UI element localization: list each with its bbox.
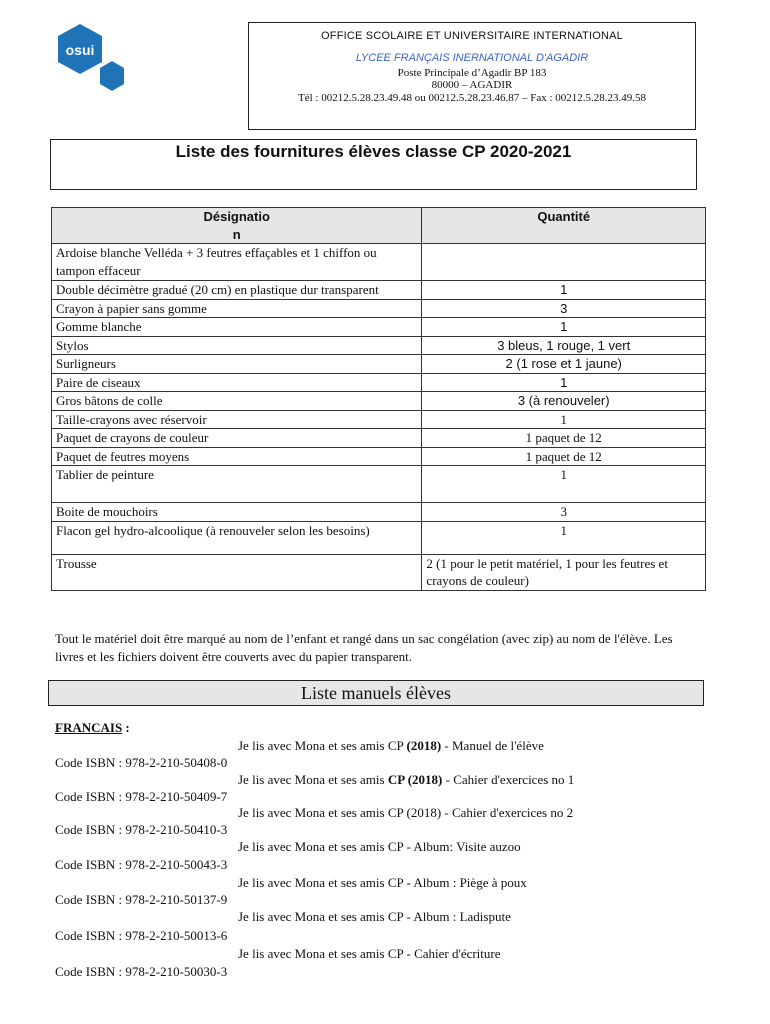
header-line-phone: Tél : 00212.5.28.23.49.48 ou 00212.5.28.23.46.87 – Fax : 00212.5.28.23.49.58 bbox=[297, 92, 647, 104]
quantity-cell: 1 paquet de 12 bbox=[422, 429, 706, 448]
table-row bbox=[52, 447, 706, 466]
header-line-office: OFFICE SCOLAIRE ET UNIVERSITAIRE INTERNATIONAL bbox=[321, 30, 623, 42]
book-isbn: Code ISBN : 978-2-210-50043-3 bbox=[55, 857, 228, 872]
header-line-city: 80000 – AGADIR bbox=[431, 79, 513, 91]
quantity-cell: 3 (à renouveler) bbox=[422, 392, 706, 411]
table-row bbox=[52, 429, 706, 448]
manuals-title: Liste manuels élèves bbox=[48, 680, 704, 706]
quantity-cell: 1 bbox=[422, 318, 706, 337]
designation-cell: Paquet de feutres moyens bbox=[52, 447, 422, 466]
quantity-cell: 1 bbox=[422, 410, 706, 429]
designation-cell: Paire de ciseaux bbox=[52, 373, 422, 392]
osui-logo-icon bbox=[50, 22, 130, 102]
designation-cell: Taille-crayons avec réservoir bbox=[52, 410, 422, 429]
designation-cell: Trousse bbox=[52, 554, 422, 590]
supplies-note: Tout le matériel doit être marqué au nom de l’enfant et rangé dans un sac congélation (avec zip) au nom de l'élève. Les livres et les fichiers doivent être couverts avec du papier transparent. bbox=[55, 631, 673, 664]
designation-cell: Boite de mouchoirs bbox=[52, 503, 422, 522]
francais-label-text: FRANCAIS bbox=[55, 720, 123, 735]
quantity-cell: 2 (1 pour le petit matériel, 1 pour les feutres et crayons de couleur) bbox=[422, 554, 706, 590]
designation-cell: Stylos bbox=[52, 336, 422, 355]
supplies-table bbox=[51, 207, 706, 591]
quantity-cell: 1 bbox=[422, 466, 706, 503]
quantity-cell: 1 bbox=[422, 373, 706, 392]
designation-cell: Crayon à papier sans gomme bbox=[52, 299, 422, 318]
table-row bbox=[52, 373, 706, 392]
designation-cell: Gros bâtons de colle bbox=[52, 392, 422, 411]
designation-cell: Gomme blanche bbox=[52, 318, 422, 337]
designation-cell: Surligneurs bbox=[52, 355, 422, 374]
page-title: Liste des fournitures élèves classe CP 2020-2021 bbox=[175, 142, 572, 161]
quantity-cell: 1 paquet de 12 bbox=[422, 447, 706, 466]
table-row bbox=[52, 281, 706, 300]
designation-cell: Flacon gel hydro-alcoolique (à renouveler selon les besoins) bbox=[52, 521, 422, 554]
table-row bbox=[52, 554, 706, 590]
book-isbn: Code ISBN : 978-2-210-50410-3 bbox=[55, 822, 228, 837]
designation-cell: Ardoise blanche Velléda + 3 feutres effaçables et 1 chiffon ou tampon effaceur bbox=[52, 244, 422, 281]
book-title: Je lis avec Mona et ses amis CP - Cahier d'écriture bbox=[238, 946, 501, 961]
francais-label-colon: : bbox=[122, 720, 130, 735]
header-quantity: Quantité bbox=[422, 208, 706, 244]
table-row bbox=[52, 244, 706, 281]
book-isbn: Code ISBN : 978-2-210-50409-7 bbox=[55, 789, 228, 804]
quantity-cell bbox=[422, 244, 706, 281]
book-title: Je lis avec Mona et ses amis CP - Album : Piège à poux bbox=[238, 875, 527, 890]
header-line-address: Poste Principale d’Agadir BP 183 bbox=[397, 67, 547, 79]
quantity-cell: 3 bbox=[422, 299, 706, 318]
table-row bbox=[52, 318, 706, 337]
table-row bbox=[52, 521, 706, 554]
header-designation bbox=[52, 208, 422, 244]
table-header-row bbox=[52, 208, 706, 244]
table-row bbox=[52, 410, 706, 429]
quantity-cell: 2 (1 rose et 1 jaune) bbox=[422, 355, 706, 374]
school-header bbox=[248, 22, 696, 130]
designation-cell: Paquet de crayons de couleur bbox=[52, 429, 422, 448]
quantity-cell: 3 bleus, 1 rouge, 1 vert bbox=[422, 336, 706, 355]
book-isbn: Code ISBN : 978-2-210-50030-3 bbox=[55, 964, 228, 979]
table-row bbox=[52, 336, 706, 355]
table-row bbox=[52, 355, 706, 374]
quantity-cell: 3 bbox=[422, 503, 706, 522]
designation-cell: Double décimètre gradué (20 cm) en plastique dur transparent bbox=[52, 281, 422, 300]
logo-text: osui bbox=[65, 42, 95, 58]
table-row bbox=[52, 466, 706, 503]
table-row bbox=[52, 299, 706, 318]
book-title: Je lis avec Mona et ses amis CP (2018) - Manuel de l'élève bbox=[238, 738, 544, 753]
quantity-cell: 1 bbox=[422, 281, 706, 300]
header-designation-part1: Désignatio bbox=[203, 209, 270, 224]
table-row bbox=[52, 392, 706, 411]
header-line-lycee: LYCEE FRANÇAIS INERNATIONAL D'AGADIR bbox=[355, 52, 589, 64]
book-isbn: Code ISBN : 978-2-210-50013-6 bbox=[55, 928, 228, 943]
book-title: Je lis avec Mona et ses amis CP (2018) - Cahier d'exercices no 2 bbox=[238, 805, 574, 820]
header-designation-part2: n bbox=[232, 226, 241, 242]
book-title: Je lis avec Mona et ses amis CP - Album : Ladispute bbox=[238, 909, 511, 924]
quantity-cell: 1 bbox=[422, 521, 706, 554]
book-title: Je lis avec Mona et ses amis CP - Album: Visite auzoo bbox=[238, 839, 521, 854]
table-row bbox=[52, 503, 706, 522]
book-isbn: Code ISBN : 978-2-210-50137-9 bbox=[55, 892, 228, 907]
section-label-francais bbox=[55, 720, 130, 736]
page-title-box bbox=[50, 139, 697, 190]
book-isbn: Code ISBN : 978-2-210-50408-0 bbox=[55, 755, 228, 770]
designation-cell: Tablier de peinture bbox=[52, 466, 422, 503]
book-title: Je lis avec Mona et ses amis CP (2018) - Cahier d'exercices no 1 bbox=[238, 772, 575, 787]
